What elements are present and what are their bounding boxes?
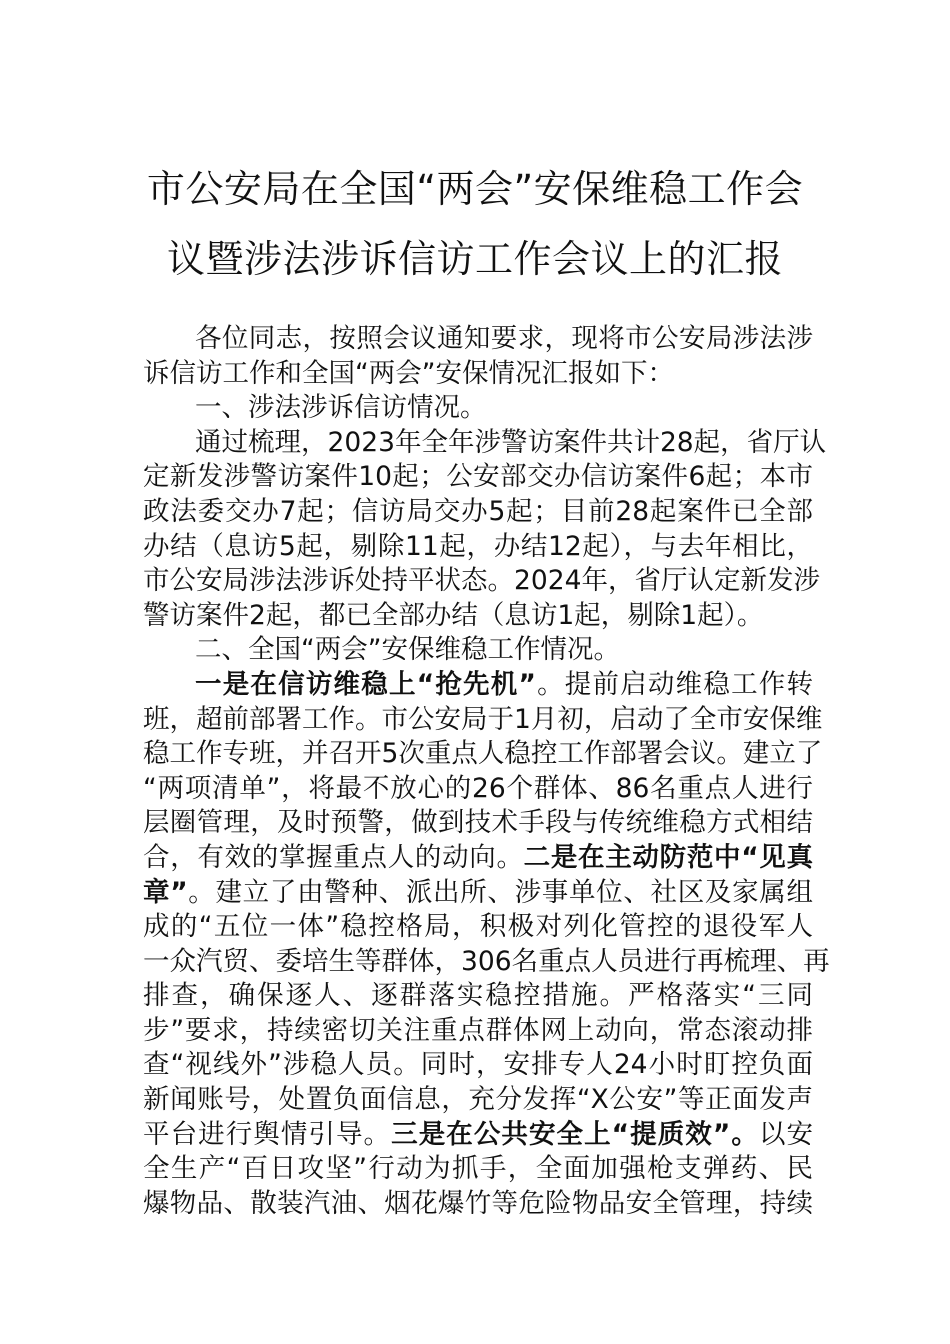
body-line — [143, 391, 813, 426]
body-line — [143, 460, 813, 495]
document-title-line-1: 市公安局在全国“两会”安保维稳工作会 — [146, 167, 804, 211]
body-text-run: 办结（息访5起，剔除11起，办结12起），与去年相比， — [143, 530, 813, 562]
body-line — [143, 1187, 813, 1222]
body-line — [143, 564, 820, 599]
body-line — [143, 633, 813, 668]
body-line — [143, 599, 813, 634]
body-text-run: 定新发涉警访案件10起；公安部交办信访案件6起；本市 — [143, 461, 813, 493]
body-line — [143, 1014, 813, 1049]
body-text-run: 以安 — [758, 1118, 814, 1150]
body-line — [143, 1083, 813, 1118]
body-text-run: 层圈管理，及时预警，做到技术手段与传统维稳方式相结 — [143, 807, 813, 839]
document-title-line-2: 议暨涉法涉诉信访工作会议上的汇报 — [166, 237, 783, 281]
body-line — [143, 703, 823, 738]
body-line — [143, 737, 823, 772]
body-line — [143, 322, 813, 357]
body-line — [143, 979, 813, 1014]
body-bold-text: 三是在公共安全上“提质效”。 — [391, 1118, 759, 1150]
body-text-run: 成的“五位一体”稳控格局，积极对列化管控的退役军人 — [143, 911, 813, 943]
body-text-run: 二、全国“两会”安保维稳工作情况。 — [195, 634, 620, 666]
body-bold-text: 二是在主动防范中“见真 — [523, 841, 813, 873]
body-line — [143, 357, 813, 392]
body-text-run: 诉信访工作和全国“两会”安保情况汇报如下： — [143, 357, 674, 389]
body-text-run: 排查，确保逐人、逐群落实稳控措施。严格落实“三同 — [143, 980, 813, 1012]
body-text-run: 各位同志，按照会议通知要求，现将市公安局涉法涉 — [195, 323, 813, 354]
body-text-run: 稳工作专班，并召开5次重点人稳控工作部署会议。建立了 — [143, 738, 823, 770]
body-text-run: 查“视线外”涉稳人员。同时，安排专人24小时盯控负面 — [143, 1049, 813, 1081]
body-text-run: 全生产“百日攻坚”行动为抓手，全面加强枪支弹药、民 — [143, 1153, 813, 1185]
body-line — [143, 945, 830, 980]
body-line — [143, 1048, 813, 1083]
body-line — [143, 530, 813, 565]
body-line — [143, 841, 813, 876]
body-line — [143, 426, 827, 461]
body-line — [143, 806, 813, 841]
body-text-run: 平台进行舆情引导。 — [143, 1118, 392, 1150]
body-line — [143, 668, 813, 703]
body-line — [143, 495, 813, 530]
body-text-run: “两项清单”，将最不放心的26个群体、86名重点人进行 — [143, 772, 813, 804]
body-text-run: 爆物品、散装汽油、烟花爆竹等危险物品安全管理，持续 — [143, 1187, 813, 1219]
body-text-run: 警访案件2起，都已全部办结（息访1起，剔除1起）。 — [143, 599, 764, 631]
body-text-run: 政法委交办7起；信访局交办5起；目前28起案件已全部 — [143, 495, 813, 527]
body-text-run: 一、涉法涉诉信访情况。 — [195, 392, 487, 424]
body-text-run: 市公安局涉法涉诉处持平状态。2024年，省厅认定新发涉 — [143, 565, 820, 597]
body-text-run: 一众汽贸、委培生等群体，306名重点人员进行再梳理、再 — [143, 945, 830, 977]
body-line — [143, 1118, 813, 1153]
body-line — [143, 910, 813, 945]
body-line — [143, 1152, 813, 1187]
document-body — [143, 322, 830, 1221]
body-text-run: 。建立了由警种、派出所、涉事单位、社区及家属组 — [187, 876, 813, 908]
body-line — [143, 772, 813, 807]
body-text-run: 。提前启动维稳工作转 — [535, 668, 813, 700]
body-bold-text: 一是在信访维稳上“抢先机” — [195, 668, 536, 700]
body-bold-text: 章” — [143, 876, 188, 908]
body-text-run: 班，超前部署工作。市公安局于1月初，启动了全市安保维 — [143, 703, 823, 735]
body-text-run: 步”要求，持续密切关注重点群体网上动向，常态滚动排 — [143, 1014, 813, 1046]
body-text-run: 合，有效的掌握重点人的动向。 — [143, 841, 524, 873]
body-text-run: 通过梳理，2023年全年涉警访案件共计28起，省厅认 — [195, 426, 827, 458]
body-line — [143, 876, 813, 911]
body-text-run: 新闻账号，处置负面信息，充分发挥“X公安”等正面发声 — [143, 1084, 813, 1116]
